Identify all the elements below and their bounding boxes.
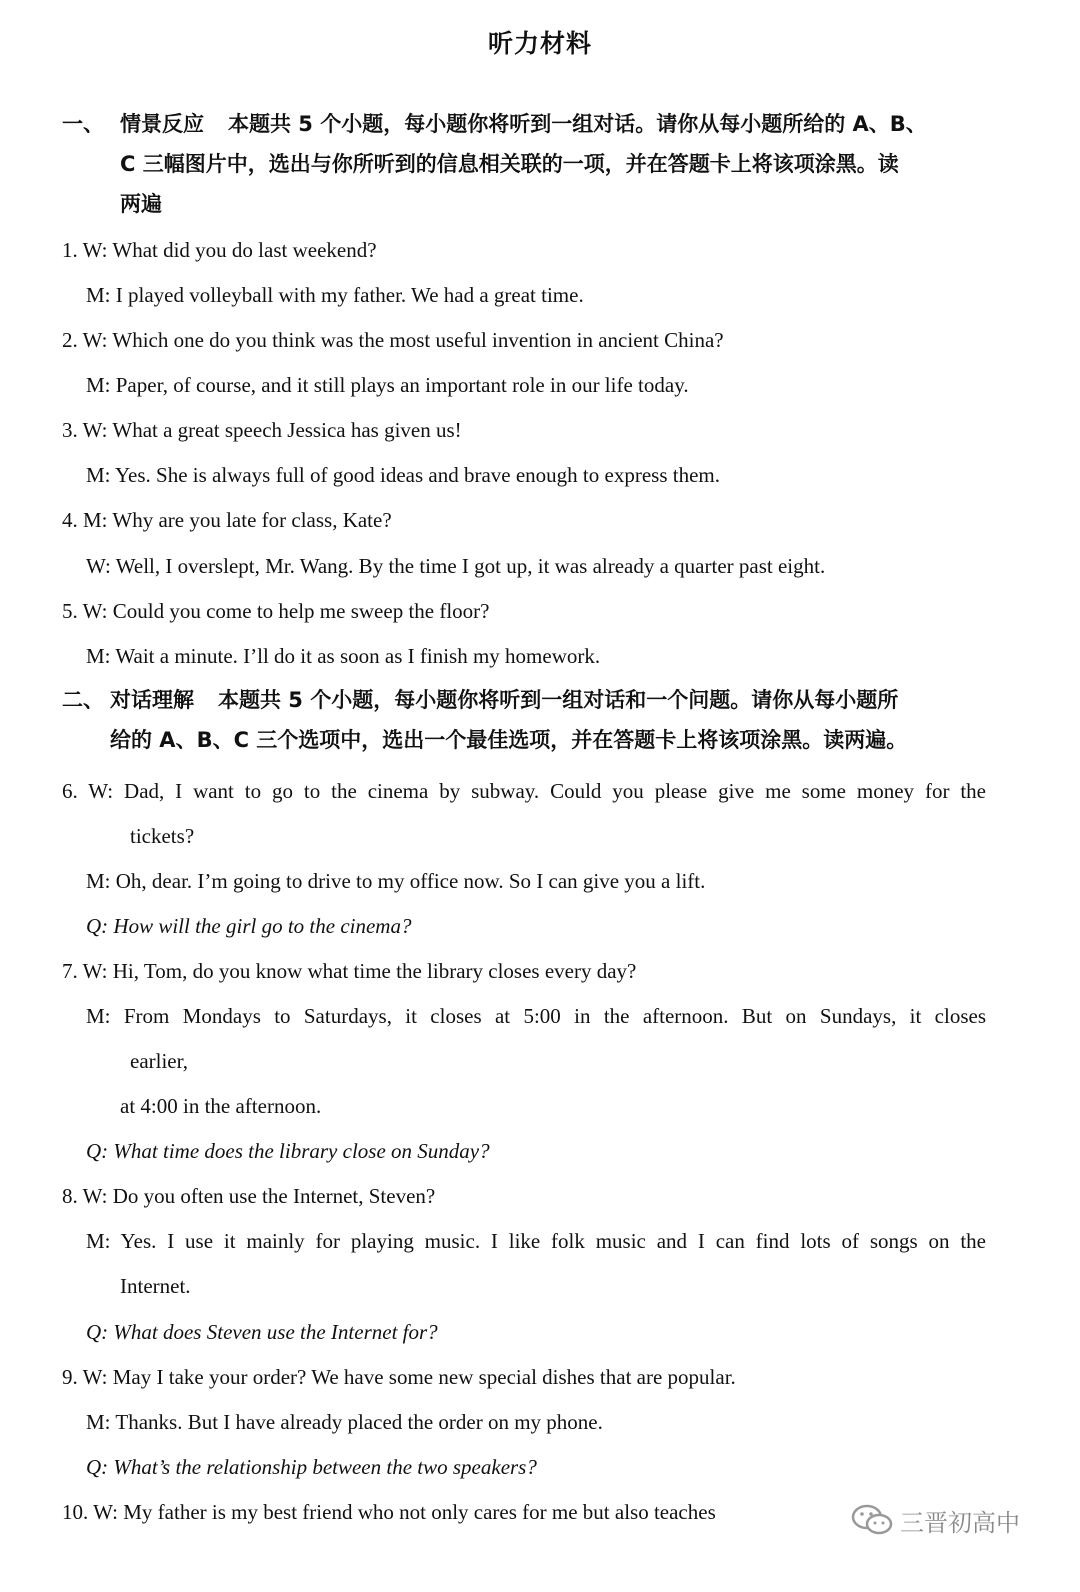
dialogue-4-answer: W: Well, I overslept, Mr. Wang. By the time I got up, it was already a quarter past eight. [86, 554, 826, 578]
dialogue-10-w: 10. W: My father is my best friend who not only cares for me but also teaches [62, 1500, 716, 1524]
dialogue-7-q: Q: What time does the library close on Sunday? [86, 1139, 490, 1163]
dialogue-7-m-line2: earlier, [130, 1049, 189, 1073]
watermark-text: 三晋初高中 [900, 1508, 1020, 1537]
dialogue-9-w: 9. W: May I take your order? We have some new special dishes that are popular. [62, 1365, 736, 1389]
section-1-name: 情景反应 [120, 112, 204, 136]
section-1-desc-line2: C 三幅图片中，选出与你所听到的信息相关联的一项，并在答题卡上将该项涂黑。读 [120, 152, 899, 176]
dialogue-7-m-line1: M: From Mondays to Saturdays, it closes at 5:00 in the afternoon. But on Sundays, it closes [86, 1004, 986, 1028]
section-2-name: 对话理解 [110, 688, 194, 712]
watermark [850, 1498, 1060, 1542]
section-1-desc-line1: 本题共 5 个小题，每小题你将听到一组对话。请你从每小题所给的 A、B、 [228, 112, 927, 136]
dialogue-6-q: Q: How will the girl go to the cinema? [86, 914, 412, 938]
section-2-desc-line1: 本题共 5 个小题，每小题你将听到一组对话和一个问题。请你从每小题所 [218, 688, 899, 712]
dialogue-6-m: M: Oh, dear. I’m going to drive to my office now. So I can give you a lift. [86, 869, 706, 893]
dialogue-5-answer: M: Wait a minute. I’ll do it as soon as I finish my homework. [86, 644, 601, 668]
section-2-heading [62, 680, 992, 760]
dialogue-6-w-line1: 6. W: Dad, I want to go to the cinema by subway. Could you please give me some money for the [62, 779, 986, 803]
dialogue-3-question: 3. W: What a great speech Jessica has given us! [62, 418, 462, 442]
dialogue-8-m-line2: Internet. [120, 1274, 191, 1298]
dialogue-7-w: 7. W: Hi, Tom, do you know what time the library closes every day? [62, 959, 637, 983]
section-2-desc-line2: 给的 A、B、C 三个选项中，选出一个最佳选项，并在答题卡上将该项涂黑。读两遍。 [110, 728, 908, 752]
section-1-number: 一、 [62, 112, 104, 136]
dialogue-9-m: M: Thanks. But I have already placed the order on my phone. [86, 1410, 603, 1434]
dialogue-8-m-line1: M: Yes. I use it mainly for playing music. I like folk music and I can find lots of songs on the [86, 1229, 986, 1253]
section-2-number: 二、 [62, 688, 104, 712]
wechat-icon [850, 1502, 894, 1538]
section-1-heading [62, 104, 992, 224]
dialogue-8-w: 8. W: Do you often use the Internet, Steven? [62, 1184, 436, 1208]
dialogue-4-question: 4. M: Why are you late for class, Kate? [62, 508, 392, 532]
page-title: 听力材料 [487, 29, 592, 58]
dialogue-7-m-line3: at 4:00 in the afternoon. [120, 1094, 322, 1118]
dialogue-3-answer: M: Yes. She is always full of good ideas and brave enough to express them. [86, 463, 720, 487]
dialogue-6-w-line2: tickets? [130, 824, 195, 848]
dialogue-5-question: 5. W: Could you come to help me sweep the floor? [62, 599, 490, 623]
section-1-desc-line3: 两遍 [120, 192, 162, 216]
dialogue-8-q: Q: What does Steven use the Internet for? [86, 1320, 438, 1344]
dialogue-1-question: 1. W: What did you do last weekend? [62, 238, 377, 262]
dialogue-2-answer: M: Paper, of course, and it still plays an important role in our life today. [86, 373, 689, 397]
dialogue-2-question: 2. W: Which one do you think was the most useful invention in ancient China? [62, 328, 724, 352]
dialogue-1-answer: M: I played volleyball with my father. We had a great time. [86, 283, 584, 307]
dialogue-9-q: Q: What’s the relationship between the two speakers? [86, 1455, 537, 1479]
